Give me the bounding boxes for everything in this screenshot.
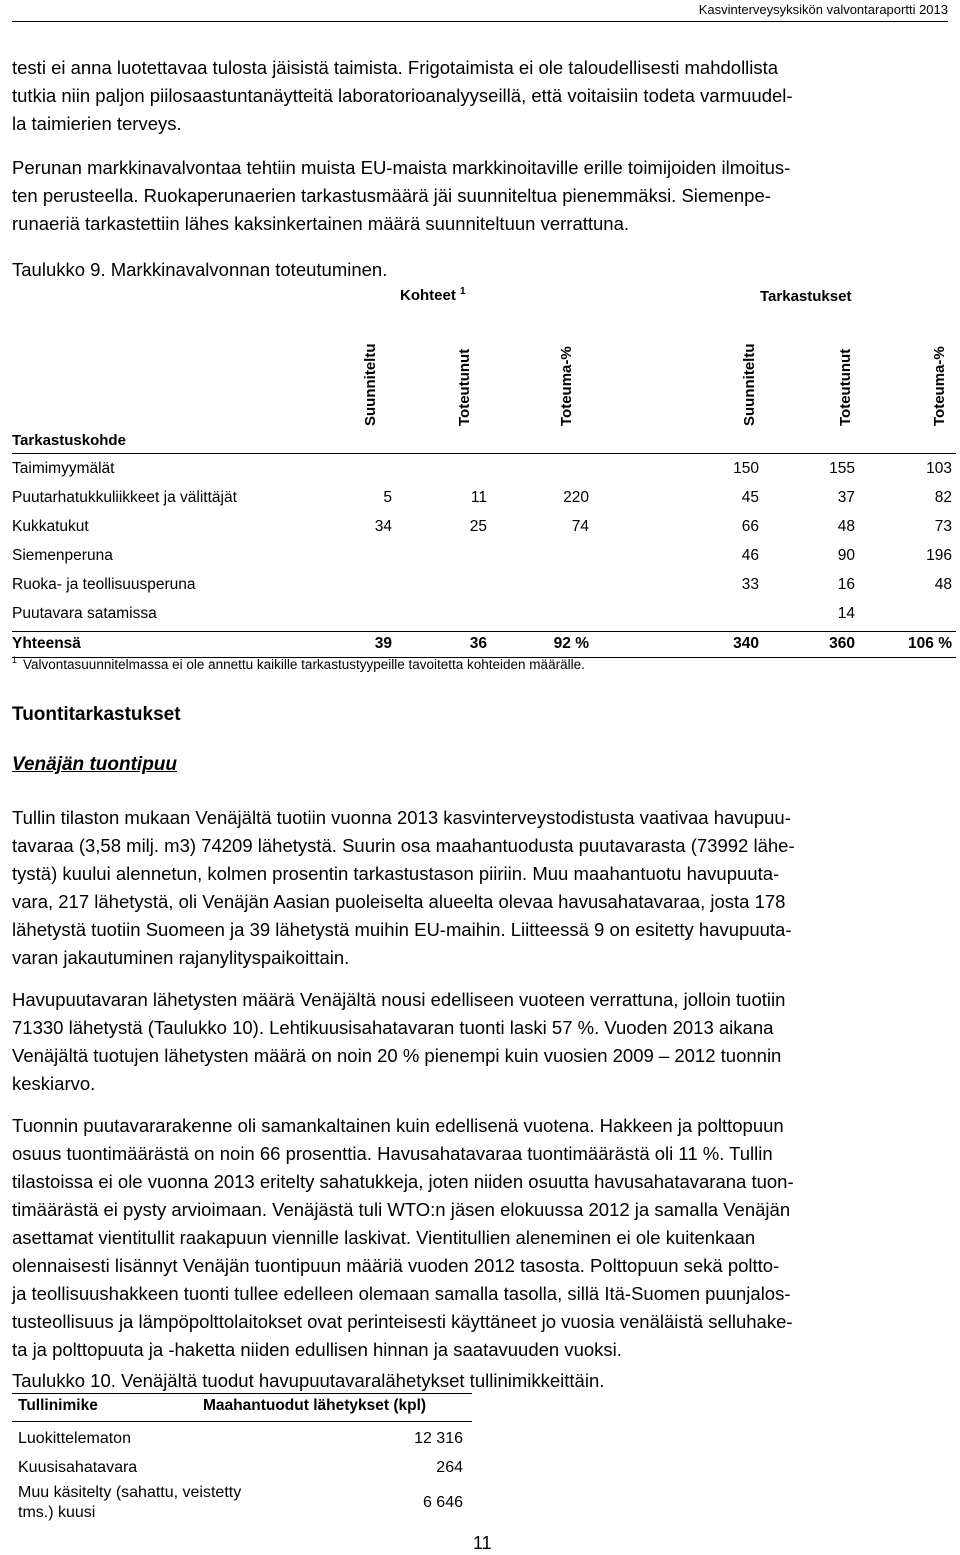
page-number: 11	[473, 1533, 492, 1553]
table-9-group-kohteet	[400, 286, 466, 304]
table-10-cell-name	[18, 1483, 241, 1523]
table-row	[12, 515, 956, 544]
cell-line: Muu käsitelty (sahattu, veistetty	[18, 1484, 242, 1501]
cell: 150	[733, 460, 759, 477]
cell: 340	[733, 635, 759, 652]
cell: 34	[374, 518, 392, 535]
paragraph-line: ten perusteella. Ruokaperunaerien tarkastusmäärä jäi suunniteltua pienemmäksi. Siemenpe-	[12, 185, 771, 206]
paragraph-line: asettamat vientitullit raakapuun viennille laskivat. Vientitullien aleneminen ei ole kuitenkaan	[12, 1227, 756, 1248]
paragraph-line: 71330 lähetystä (Taulukko 10). Lehtikuusisahatavaran tuonti laski 57 %. Vuoden 2013 aikana	[12, 1017, 774, 1038]
table-row	[12, 457, 956, 486]
cell: 82	[934, 489, 952, 506]
paragraph-2	[12, 154, 956, 238]
footnote-text: Valvontasuunnitelmassa ei ole annettu kaikille tarkastustyypeille tavoitetta kohteiden määrälle.	[23, 657, 585, 672]
table-9-group-tarkastukset: Tarkastukset	[760, 288, 852, 305]
cell: 66	[741, 518, 759, 535]
cell: 103	[926, 460, 952, 477]
table-9-caption: Taulukko 9. Markkinavalvonnan toteutuminen.	[12, 259, 388, 280]
col-header-tarkastukset-toteuma: Toteuma-%	[931, 346, 948, 426]
paragraph-line: Tuonnin puutavararakenne oli samankaltainen kuin edellisenä vuotena. Hakkeen ja polttopuun	[12, 1115, 784, 1136]
cell: 155	[829, 460, 855, 477]
footnote-mark: 1	[460, 286, 466, 297]
cell: 90	[837, 547, 855, 564]
cell: 48	[837, 518, 855, 535]
table-row	[12, 573, 956, 602]
table-10-caption: Taulukko 10. Venäjältä tuodut havupuutavaralähetykset tullinimikkeittäin.	[12, 1370, 605, 1391]
running-header: Kasvinterveysyksikön valvontaraportti 2013	[698, 2, 948, 17]
paragraph-line: ta ja polttopuuta ja -haketta niiden edullisen hinnan ja saatavuuden vuoksi.	[12, 1339, 622, 1360]
table-10-cell-name: Kuusisahatavara	[18, 1459, 138, 1476]
row-label: Kukkatukut	[12, 518, 89, 535]
paragraph-line: tusteollisuus ja lämpöpolttolaitokset ovat perinteisesti käyttäneet jo vuosia venäläistä selluhake-	[12, 1311, 793, 1332]
cell: 360	[829, 635, 855, 652]
table-row	[12, 602, 956, 631]
cell: 14	[837, 605, 855, 622]
col-header-kohteet-toteuma: Toteuma-%	[558, 346, 575, 426]
paragraph-line: la taimierien terveys.	[12, 113, 182, 134]
paragraph-line: tavaraa (3,58 milj. m3) 74209 lähetystä. Suurin osa maahantuodusta puutavarasta (73992 lähe-	[12, 835, 795, 856]
col-header-tarkastukset-suunniteltu: Suunniteltu	[741, 343, 758, 426]
table-10-col-lahetykset: Maahantuodut lähetykset (kpl)	[203, 1397, 427, 1414]
paragraph-1	[12, 54, 956, 138]
cell: 196	[926, 547, 952, 564]
paragraph-5	[12, 1112, 956, 1364]
paragraph-line: varan jakautuminen rajanylityspaikoittain.	[12, 947, 350, 968]
cell: 73	[934, 518, 952, 535]
cell: 11	[470, 489, 487, 506]
paragraph-line: olennaisesti lisännyt Venäjän tuontipuun määriä vuoden 2012 tasosta. Polttopuun sekä poltto-	[12, 1255, 780, 1276]
total-label: Yhteensä	[12, 635, 81, 652]
paragraph-line: Venäjältä tuotujen lähetysten määrä on noin 20 % pienempi kuin vuosien 2009 – 2012 tuonnin	[12, 1045, 782, 1066]
table-10-cell-name: Luokittelematon	[18, 1430, 131, 1447]
table-row	[12, 486, 956, 515]
cell: 220	[563, 489, 589, 506]
paragraph-line: tilastoissa ei ole vuonna 2013 eritelty sahatukkeja, joten niiden osuutta havusahatavarana tuon-	[12, 1171, 794, 1192]
cell: 48	[934, 576, 952, 593]
row-label: Siemenperuna	[12, 547, 113, 564]
row-header-tarkastuskohde: Tarkastuskohde	[12, 432, 126, 449]
table-10-cell-value: 264	[436, 1459, 463, 1476]
cell: 36	[469, 635, 487, 652]
row-label: Puutavara satamissa	[12, 605, 157, 622]
table-10-header-rule	[12, 1421, 472, 1422]
table-row	[12, 544, 956, 573]
table-9-header-rule	[12, 453, 956, 454]
table-10-col-tullinimike: Tullinimike	[18, 1397, 98, 1414]
col-header-kohteet-suunniteltu: Suunniteltu	[362, 343, 379, 426]
paragraph-line: lähetystä tuotiin Suomeen ja 39 lähetystä muihin EU-maihin. Liitteessä 9 on esitetty havupuuta-	[12, 919, 792, 940]
cell: 106 %	[908, 635, 952, 652]
cell: 37	[837, 489, 855, 506]
table-10-cell-value: 6 646	[422, 1494, 463, 1511]
cell: 25	[469, 518, 487, 535]
cell: 33	[741, 576, 759, 593]
paragraph-line: keskiarvo.	[12, 1073, 96, 1094]
paragraph-line: Havupuutavaran lähetysten määrä Venäjältä nousi edelliseen vuoteen verrattuna, jolloin tuotiin	[12, 989, 786, 1010]
section-heading: Tuontitarkastukset	[12, 704, 181, 725]
footnote-mark: 1	[12, 655, 18, 665]
paragraph-line: testi ei anna luotettavaa tulosta jäisistä taimista. Frigotaimista ei ole taloudellisesti mahdollista	[12, 57, 779, 78]
header-rule	[12, 21, 948, 22]
cell-line: tms.) kuusi	[18, 1504, 96, 1521]
col-header-kohteet-toteutunut: Toteutunut	[456, 348, 473, 426]
paragraph-line: ja teollisuushakkeen tuonti tullee edelleen olemaan samalla tasolla, sillä Itä-Suomen puunjalos-	[12, 1283, 791, 1304]
cell: 74	[571, 518, 589, 535]
row-label: Ruoka- ja teollisuusperuna	[12, 576, 196, 593]
cell: 5	[383, 489, 392, 506]
paragraph-4	[12, 986, 956, 1098]
row-label: Puutarhatukkuliikkeet ja välittäjät	[12, 489, 237, 506]
group-label: Kohteet	[400, 287, 456, 304]
cell: 39	[374, 635, 392, 652]
paragraph-line: osuus tuontimäärästä on noin 66 prosenttia. Havusahatavaraa tuontimäärästä oli 11 %. Tullin	[12, 1143, 773, 1164]
paragraph-line: runaeriä tarkastettiin lähes kaksinkertainen määrä suunniteltuun verrattuna.	[12, 213, 630, 234]
cell: 16	[837, 576, 855, 593]
subsection-heading: Venäjän tuontipuu	[12, 754, 178, 775]
table-9-footnote	[12, 657, 585, 672]
table-10-cell-value: 12 316	[414, 1430, 463, 1447]
paragraph-3	[12, 804, 956, 972]
table-10-top-rule	[12, 1393, 472, 1394]
paragraph-line: tystä) kuului alennetun, kolmen prosentin tarkastustason piiriin. Muu maahantuotu havupuuta-	[12, 863, 780, 884]
cell: 92 %	[553, 635, 589, 652]
row-label: Taimimyymälät	[12, 460, 115, 477]
paragraph-line: Perunan markkinavalvontaa tehtiin muista EU-maista markkinoitaville erille toimijoiden ilmoitus-	[12, 157, 791, 178]
paragraph-line: Tullin tilaston mukaan Venäjältä tuotiin vuonna 2013 kasvinterveystodistusta vaativaa havupuu-	[12, 807, 791, 828]
paragraph-line: tutkia niin paljon piilosaastuntanäytteitä laboratorioanalyyseillä, että voitaisiin todeta varmuudel-	[12, 85, 793, 106]
paragraph-line: vara, 217 lähetystä, oli Venäjän Aasian puoleiselta alueelta olevaa havusahatavaraa, josta 178	[12, 891, 786, 912]
cell: 46	[741, 547, 759, 564]
paragraph-line: timäärästä ei pysty arvioimaan. Venäjästä tuli WTO:n jäsen elokuussa 2012 ja samalla Venäjän	[12, 1199, 791, 1220]
col-header-tarkastukset-toteutunut: Toteutunut	[837, 348, 854, 426]
cell: 45	[741, 489, 759, 506]
